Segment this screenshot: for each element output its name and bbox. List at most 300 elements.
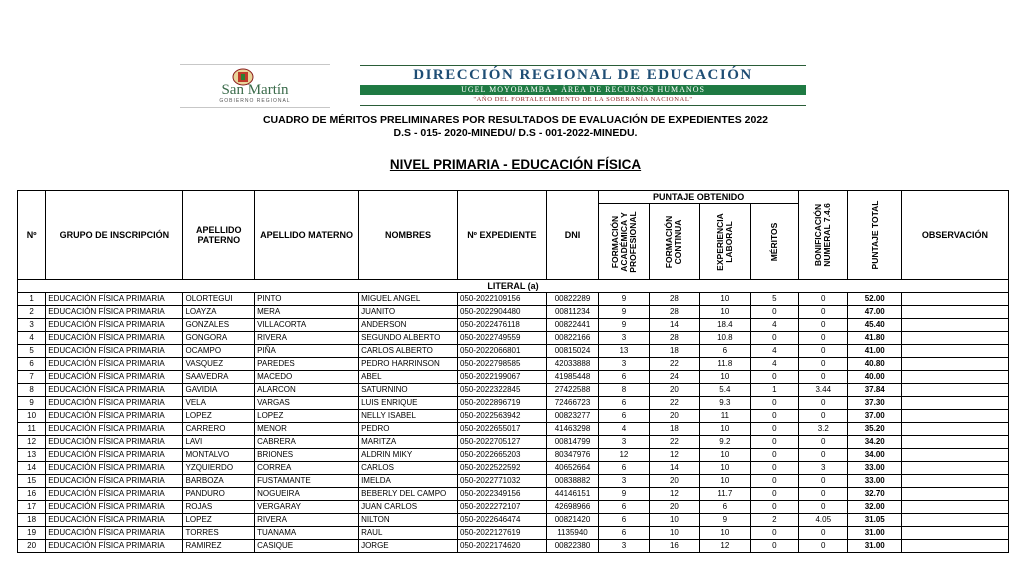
cell-bo: 4.05 — [799, 514, 848, 527]
cell-dni: 00823277 — [546, 410, 598, 423]
cell-n: 19 — [18, 527, 46, 540]
cell-fc: 20 — [649, 410, 699, 423]
dre-title: DIRECCIÓN REGIONAL DE EDUCACIÓN — [413, 67, 753, 83]
cell-mat: PINTO — [255, 293, 359, 306]
cell-bo: 0 — [799, 436, 848, 449]
table-row — [18, 527, 1009, 540]
cell-exp: 050-2022127619 — [457, 527, 546, 540]
cell-mat: PIÑA — [255, 345, 359, 358]
cell-exp: 050-2022646474 — [457, 514, 546, 527]
cell-fa: 3 — [599, 475, 649, 488]
cell-grupo: EDUCACIÓN FÍSICA PRIMARIA — [46, 436, 183, 449]
col-num: Nº — [18, 191, 46, 280]
cell-dni: 41463298 — [546, 423, 598, 436]
cell-nom: PEDRO HARRINSON — [359, 358, 458, 371]
cell-n: 8 — [18, 384, 46, 397]
cell-pt: 37.84 — [848, 384, 901, 397]
table-row — [18, 514, 1009, 527]
cell-dni: 00815024 — [546, 345, 598, 358]
cell-pt: 33.00 — [848, 462, 901, 475]
table-row — [18, 501, 1009, 514]
cell-pt: 40.00 — [848, 371, 901, 384]
cell-n: 12 — [18, 436, 46, 449]
cell-dni: 00822289 — [546, 293, 598, 306]
cell-n: 6 — [18, 358, 46, 371]
cell-fc: 18 — [649, 423, 699, 436]
col-meritos: MÉRITOS — [750, 204, 798, 280]
cell-exp: 050-2022771032 — [457, 475, 546, 488]
cell-grupo: EDUCACIÓN FÍSICA PRIMARIA — [46, 449, 183, 462]
cell-fc: 28 — [649, 332, 699, 345]
cell-pt: 32.70 — [848, 488, 901, 501]
col-bonificacion: BONIFICACIÓN NUMERAL 7.4.6 — [799, 191, 848, 280]
cell-mat: ALARCON — [255, 384, 359, 397]
cell-pat: BARBOZA — [183, 475, 255, 488]
cell-el: 11 — [700, 410, 750, 423]
cell-mat: PAREDES — [255, 358, 359, 371]
cell-dni: 00822166 — [546, 332, 598, 345]
cell-obs — [901, 540, 1008, 553]
cell-el: 11.8 — [700, 358, 750, 371]
cell-fa: 8 — [599, 384, 649, 397]
cell-nom: JORGE — [359, 540, 458, 553]
cell-pt: 41.80 — [848, 332, 901, 345]
table-row — [18, 397, 1009, 410]
cell-nom: PEDRO — [359, 423, 458, 436]
cell-fc: 14 — [649, 319, 699, 332]
cell-fc: 28 — [649, 293, 699, 306]
cell-dni: 00822441 — [546, 319, 598, 332]
cell-n: 11 — [18, 423, 46, 436]
cell-pat: PANDURO — [183, 488, 255, 501]
cell-bo: 0 — [799, 449, 848, 462]
cell-grupo: EDUCACIÓN FÍSICA PRIMARIA — [46, 306, 183, 319]
cell-pt: 31.00 — [848, 527, 901, 540]
cell-me: 0 — [750, 501, 798, 514]
table-row — [18, 423, 1009, 436]
cell-fa: 9 — [599, 293, 649, 306]
cell-el: 10 — [700, 449, 750, 462]
cell-grupo: EDUCACIÓN FÍSICA PRIMARIA — [46, 501, 183, 514]
cell-pt: 34.00 — [848, 449, 901, 462]
cell-el: 11.7 — [700, 488, 750, 501]
cell-fa: 6 — [599, 527, 649, 540]
cell-grupo: EDUCACIÓN FÍSICA PRIMARIA — [46, 462, 183, 475]
cell-me: 4 — [750, 345, 798, 358]
cell-pat: LOPEZ — [183, 410, 255, 423]
cell-fc: 24 — [649, 371, 699, 384]
cell-fc: 22 — [649, 397, 699, 410]
cell-pt: 37.30 — [848, 397, 901, 410]
cell-n: 5 — [18, 345, 46, 358]
cell-bo: 0 — [799, 332, 848, 345]
cell-exp: 050-2022199067 — [457, 371, 546, 384]
col-formacion-continua: FORMACIÓN CONTINUA — [649, 204, 699, 280]
cell-bo: 0 — [799, 501, 848, 514]
cell-fa: 9 — [599, 319, 649, 332]
cell-grupo: EDUCACIÓN FÍSICA PRIMARIA — [46, 358, 183, 371]
cell-me: 0 — [750, 449, 798, 462]
col-experiencia: EXPERIENCIA LABORAL — [700, 204, 750, 280]
cell-el: 10 — [700, 371, 750, 384]
cell-me: 0 — [750, 397, 798, 410]
cell-obs — [901, 501, 1008, 514]
cell-exp: 050-2022174620 — [457, 540, 546, 553]
cell-dni: 27422588 — [546, 384, 598, 397]
cell-nom: RAUL — [359, 527, 458, 540]
cell-me: 0 — [750, 488, 798, 501]
level-title: NIVEL PRIMARIA - EDUCACIÓN FÍSICA — [389, 157, 642, 172]
cell-bo: 0 — [799, 488, 848, 501]
cell-fa: 12 — [599, 449, 649, 462]
cell-mat: LOPEZ — [255, 410, 359, 423]
cell-fc: 22 — [649, 358, 699, 371]
cell-obs — [901, 527, 1008, 540]
cell-el: 12 — [700, 540, 750, 553]
cell-mat: TUANAMA — [255, 527, 359, 540]
cell-nom: LUIS ENRIQUE — [359, 397, 458, 410]
cell-bo: 0 — [799, 345, 848, 358]
cell-el: 6 — [700, 345, 750, 358]
cell-fc: 14 — [649, 462, 699, 475]
cell-obs — [901, 410, 1008, 423]
cell-pt: 31.00 — [848, 540, 901, 553]
col-puntaje-total: PUNTAJE TOTAL — [848, 191, 901, 280]
cell-pt: 33.00 — [848, 475, 901, 488]
cell-nom: ABEL — [359, 371, 458, 384]
table-row — [18, 371, 1009, 384]
cell-el: 5.4 — [700, 384, 750, 397]
cell-pt: 41.00 — [848, 345, 901, 358]
cell-mat: MENOR — [255, 423, 359, 436]
cell-obs — [901, 423, 1008, 436]
cell-fc: 10 — [649, 527, 699, 540]
cell-fc: 12 — [649, 449, 699, 462]
table-row — [18, 488, 1009, 501]
cell-el: 9.3 — [700, 397, 750, 410]
cell-dni: 72466723 — [546, 397, 598, 410]
cell-fa: 3 — [599, 540, 649, 553]
cell-dni: 00811234 — [546, 306, 598, 319]
section-label: LITERAL (a) — [18, 280, 1009, 293]
cell-me: 0 — [750, 306, 798, 319]
cell-mat: RIVERA — [255, 332, 359, 345]
cell-obs — [901, 293, 1008, 306]
cell-bo: 0 — [799, 371, 848, 384]
cell-grupo: EDUCACIÓN FÍSICA PRIMARIA — [46, 293, 183, 306]
cell-n: 18 — [18, 514, 46, 527]
year-motto: "AÑO DEL FORTALECIMIENTO DE LA SOBERANÍA NACIONAL" — [473, 96, 693, 103]
cell-pat: RAMIREZ — [183, 540, 255, 553]
cell-exp: 050-2022655017 — [457, 423, 546, 436]
table-row — [18, 332, 1009, 345]
cell-fc: 20 — [649, 475, 699, 488]
cell-pat: YZQUIERDO — [183, 462, 255, 475]
cell-fc: 16 — [649, 540, 699, 553]
cell-obs — [901, 345, 1008, 358]
cell-pt: 31.05 — [848, 514, 901, 527]
cell-mat: CASIQUE — [255, 540, 359, 553]
cell-bo: 0 — [799, 475, 848, 488]
logo-subtitle: GOBIERNO REGIONAL — [219, 98, 291, 104]
document-decree: D.S - 015- 2020-MINEDU/ D.S - 001-2022-MINEDU. — [393, 127, 638, 139]
cell-nom: SEGUNDO ALBERTO — [359, 332, 458, 345]
cell-exp: 050-2022476118 — [457, 319, 546, 332]
cell-bo: 0 — [799, 410, 848, 423]
cell-me: 0 — [750, 475, 798, 488]
col-formacion-academica: FORMACIÓN ACADÉMICA Y PROFESIONAL — [599, 204, 649, 280]
cell-bo: 0 — [799, 527, 848, 540]
cell-dni: 00838882 — [546, 475, 598, 488]
cell-fc: 18 — [649, 345, 699, 358]
cell-dni: 40652664 — [546, 462, 598, 475]
cell-fa: 9 — [599, 306, 649, 319]
cell-bo: 0 — [799, 358, 848, 371]
cell-el: 10 — [700, 306, 750, 319]
col-observacion: OBSERVACIÓN — [901, 191, 1008, 280]
cell-obs — [901, 488, 1008, 501]
cell-obs — [901, 371, 1008, 384]
cell-nom: CARLOS ALBERTO — [359, 345, 458, 358]
cell-fa: 6 — [599, 462, 649, 475]
cell-mat: NOGUEIRA — [255, 488, 359, 501]
cell-n: 4 — [18, 332, 46, 345]
cell-n: 16 — [18, 488, 46, 501]
cell-pt: 32.00 — [848, 501, 901, 514]
cell-exp: 050-2022322845 — [457, 384, 546, 397]
cell-bo: 0 — [799, 540, 848, 553]
cell-obs — [901, 397, 1008, 410]
table-row — [18, 384, 1009, 397]
logo-name: San Martín — [221, 82, 289, 98]
cell-pat: VASQUEZ — [183, 358, 255, 371]
cell-pat: OCAMPO — [183, 345, 255, 358]
table-row — [18, 345, 1009, 358]
cell-mat: VERGARAY — [255, 501, 359, 514]
cell-nom: ANDERSON — [359, 319, 458, 332]
cell-bo: 3.2 — [799, 423, 848, 436]
cell-me: 4 — [750, 319, 798, 332]
col-grupo: GRUPO DE INSCRIPCIÓN — [46, 191, 183, 280]
cell-dni: 42033888 — [546, 358, 598, 371]
cell-el: 18.4 — [700, 319, 750, 332]
cell-me: 1 — [750, 384, 798, 397]
cell-nom: IMELDA — [359, 475, 458, 488]
cell-nom: NELLY ISABEL — [359, 410, 458, 423]
col-expediente: Nº EXPEDIENTE — [457, 191, 546, 280]
cell-mat: CORREA — [255, 462, 359, 475]
cell-fc: 12 — [649, 488, 699, 501]
cell-pat: GONZALES — [183, 319, 255, 332]
cell-n: 14 — [18, 462, 46, 475]
divider — [360, 65, 806, 66]
cell-nom: JUANITO — [359, 306, 458, 319]
cell-grupo: EDUCACIÓN FÍSICA PRIMARIA — [46, 410, 183, 423]
cell-me: 0 — [750, 423, 798, 436]
cell-grupo: EDUCACIÓN FÍSICA PRIMARIA — [46, 475, 183, 488]
cell-dni: 00814799 — [546, 436, 598, 449]
col-dni: DNI — [546, 191, 598, 280]
cell-pat: ROJAS — [183, 501, 255, 514]
cell-me: 0 — [750, 527, 798, 540]
cell-el: 10 — [700, 462, 750, 475]
cell-nom: CARLOS — [359, 462, 458, 475]
cell-pat: GAVIDIA — [183, 384, 255, 397]
cell-grupo: EDUCACIÓN FÍSICA PRIMARIA — [46, 540, 183, 553]
cell-fa: 3 — [599, 436, 649, 449]
cell-nom: JUAN CARLOS — [359, 501, 458, 514]
cell-pat: VELA — [183, 397, 255, 410]
cell-mat: VARGAS — [255, 397, 359, 410]
cell-n: 13 — [18, 449, 46, 462]
cell-fa: 6 — [599, 514, 649, 527]
cell-pat: OLORTEGUI — [183, 293, 255, 306]
cell-obs — [901, 449, 1008, 462]
table-row — [18, 410, 1009, 423]
cell-mat: BRIONES — [255, 449, 359, 462]
cell-n: 17 — [18, 501, 46, 514]
cell-n: 15 — [18, 475, 46, 488]
cell-el: 10 — [700, 293, 750, 306]
table-row — [18, 436, 1009, 449]
cell-el: 6 — [700, 501, 750, 514]
cell-me: 2 — [750, 514, 798, 527]
cell-exp: 050-2022272107 — [457, 501, 546, 514]
cell-mat: RIVERA — [255, 514, 359, 527]
cell-grupo: EDUCACIÓN FÍSICA PRIMARIA — [46, 527, 183, 540]
cell-exp: 050-2022749559 — [457, 332, 546, 345]
table-row — [18, 462, 1009, 475]
cell-me: 0 — [750, 462, 798, 475]
cell-nom: SATURNINO — [359, 384, 458, 397]
cell-me: 0 — [750, 410, 798, 423]
col-materno: APELLIDO MATERNO — [255, 191, 359, 280]
merit-table — [17, 190, 1009, 553]
cell-dni: 44146151 — [546, 488, 598, 501]
col-nombres: NOMBRES — [359, 191, 458, 280]
cell-pat: MONTALVO — [183, 449, 255, 462]
cell-bo: 3.44 — [799, 384, 848, 397]
cell-n: 9 — [18, 397, 46, 410]
cell-fa: 6 — [599, 501, 649, 514]
cell-obs — [901, 436, 1008, 449]
cell-n: 3 — [18, 319, 46, 332]
cell-fa: 6 — [599, 397, 649, 410]
table-row — [18, 475, 1009, 488]
cell-dni: 1135940 — [546, 527, 598, 540]
cell-n: 20 — [18, 540, 46, 553]
cell-me: 4 — [750, 358, 798, 371]
document-title: CUADRO DE MÉRITOS PRELIMINARES POR RESULTADOS DE EVALUACIÓN DE EXPEDIENTES 2022 — [262, 114, 769, 126]
cell-obs — [901, 319, 1008, 332]
divider — [360, 105, 806, 106]
table-row — [18, 449, 1009, 462]
cell-bo: 0 — [799, 319, 848, 332]
cell-obs — [901, 306, 1008, 319]
dre-band: UGEL MOYOBAMBA - ÁREA DE RECURSOS HUMANOS — [360, 85, 806, 95]
cell-pat: SAAVEDRA — [183, 371, 255, 384]
cell-nom: ALDRIN MIKY — [359, 449, 458, 462]
cell-el: 10 — [700, 527, 750, 540]
cell-exp: 050-2022522592 — [457, 462, 546, 475]
cell-exp: 050-2022349156 — [457, 488, 546, 501]
san-martin-logo — [180, 64, 330, 108]
cell-bo: 3 — [799, 462, 848, 475]
cell-el: 10 — [700, 475, 750, 488]
cell-grupo: EDUCACIÓN FÍSICA PRIMARIA — [46, 423, 183, 436]
cell-pt: 52.00 — [848, 293, 901, 306]
cell-obs — [901, 358, 1008, 371]
cell-n: 1 — [18, 293, 46, 306]
cell-nom: MIGUEL ANGEL — [359, 293, 458, 306]
cell-dni: 42698966 — [546, 501, 598, 514]
cell-grupo: EDUCACIÓN FÍSICA PRIMARIA — [46, 332, 183, 345]
cell-dni: 80347976 — [546, 449, 598, 462]
cell-grupo: EDUCACIÓN FÍSICA PRIMARIA — [46, 514, 183, 527]
cell-mat: CABRERA — [255, 436, 359, 449]
cell-pt: 37.00 — [848, 410, 901, 423]
cell-mat: FUSTAMANTE — [255, 475, 359, 488]
table-row — [18, 540, 1009, 553]
cell-pat: CARRERO — [183, 423, 255, 436]
cell-fa: 6 — [599, 410, 649, 423]
cell-obs — [901, 384, 1008, 397]
cell-fa: 4 — [599, 423, 649, 436]
cell-nom: NILTON — [359, 514, 458, 527]
cell-grupo: EDUCACIÓN FÍSICA PRIMARIA — [46, 397, 183, 410]
cell-me: 0 — [750, 332, 798, 345]
cell-pat: LAVI — [183, 436, 255, 449]
cell-bo: 0 — [799, 397, 848, 410]
cell-n: 10 — [18, 410, 46, 423]
cell-bo: 0 — [799, 306, 848, 319]
table-row — [18, 306, 1009, 319]
cell-el: 10.8 — [700, 332, 750, 345]
cell-exp: 050-2022705127 — [457, 436, 546, 449]
cell-pt: 40.80 — [848, 358, 901, 371]
cell-bo: 0 — [799, 293, 848, 306]
cell-exp: 050-2022904480 — [457, 306, 546, 319]
cell-pt: 47.00 — [848, 306, 901, 319]
cell-obs — [901, 475, 1008, 488]
cell-n: 2 — [18, 306, 46, 319]
cell-el: 10 — [700, 423, 750, 436]
cell-obs — [901, 332, 1008, 345]
cell-pt: 34.20 — [848, 436, 901, 449]
cell-mat: VILLACORTA — [255, 319, 359, 332]
cell-n: 7 — [18, 371, 46, 384]
cell-fa: 3 — [599, 358, 649, 371]
cell-dni: 00821420 — [546, 514, 598, 527]
cell-pt: 35.20 — [848, 423, 901, 436]
cell-obs — [901, 514, 1008, 527]
col-puntaje-obtenido: PUNTAJE OBTENIDO — [599, 191, 799, 204]
cell-mat: MERA — [255, 306, 359, 319]
cell-exp: 050-2022066801 — [457, 345, 546, 358]
cell-grupo: EDUCACIÓN FÍSICA PRIMARIA — [46, 345, 183, 358]
cell-me: 0 — [750, 540, 798, 553]
cell-fa: 13 — [599, 345, 649, 358]
cell-me: 5 — [750, 293, 798, 306]
cell-exp: 050-2022563942 — [457, 410, 546, 423]
cell-fc: 20 — [649, 384, 699, 397]
cell-exp: 050-2022665203 — [457, 449, 546, 462]
cell-grupo: EDUCACIÓN FÍSICA PRIMARIA — [46, 319, 183, 332]
cell-dni: 41985448 — [546, 371, 598, 384]
table-row — [18, 358, 1009, 371]
cell-pat: LOAYZA — [183, 306, 255, 319]
cell-fa: 6 — [599, 371, 649, 384]
